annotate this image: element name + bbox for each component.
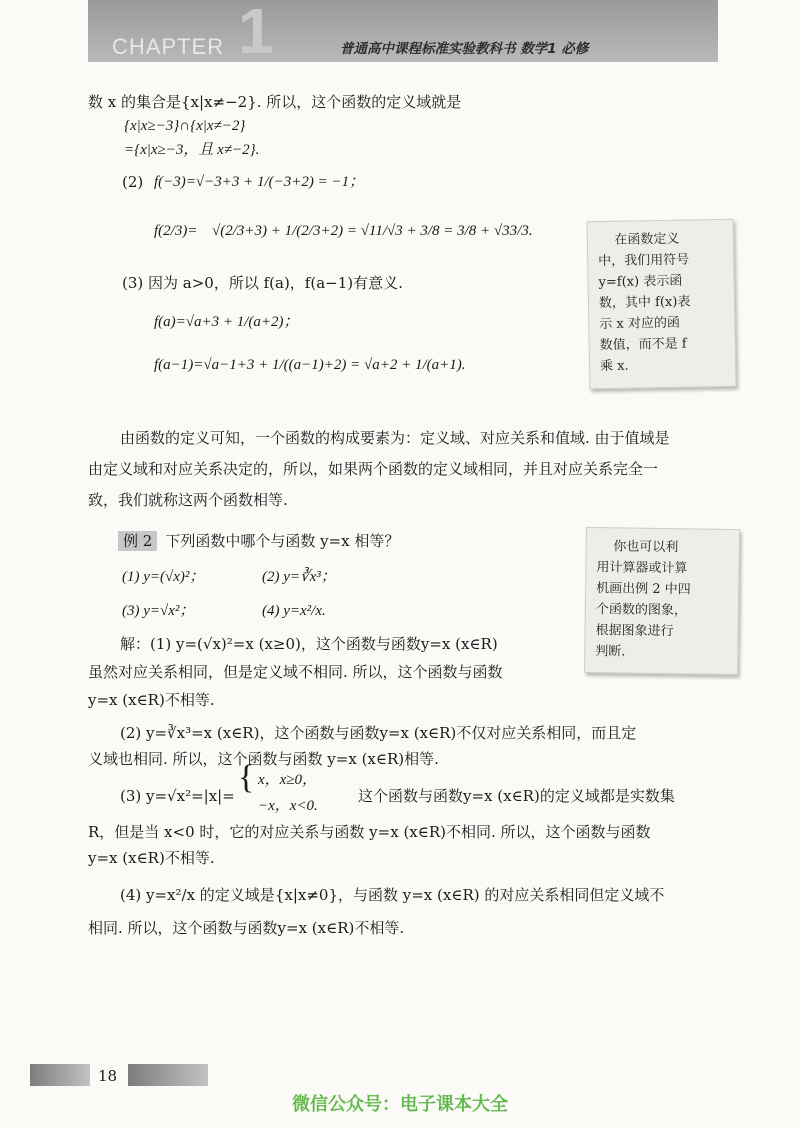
example-question: 下列函数中哪个与函数 y=x 相等？ [165,532,400,550]
series-title: 普通高中课程标准实验教科书 数学1 必修 [340,41,589,57]
text-line: 致，我们就称这两个函数相等. [88,491,288,509]
note-line: 乘 x. [599,358,629,375]
solution-line: y=x (x∈R)不相等. [88,691,215,709]
chapter-label: CHAPTER [112,34,225,59]
note-line: 示 x 对应的函 [599,315,681,333]
text-line: 由定义域和对应关系决定的，所以，如果两个函数的定义域相同，并且对应关系完全一 [88,460,659,478]
note-line: 判断. [595,644,626,660]
solution-line: 相同. 所以，这个函数与函数y=x (x∈R)不相等. [88,919,405,937]
note-line: 中，我们用符号 [598,252,690,270]
part-label: (2) [122,173,144,191]
example-heading [118,531,399,551]
footer-bar-right [128,1064,208,1086]
note-line: 机画出例 2 中四 [596,581,691,598]
note-line: y=f(x) 表示函 [598,273,683,291]
text-line: 数 x 的集合是{x|x≠−2}. 所以，这个函数的定义域就是 [88,93,462,111]
solution-line: 义域也相同. 所以，这个函数与函数 y=x (x∈R)相等. [88,750,439,768]
solution-line: (4) y=x²/x 的定义域是{x|x≠0}，与函数 y=x (x∈R) 的对应关系相同但定义域不 [120,886,665,904]
math-line: {x|x≥−3}∩{x|x≠−2} [124,118,246,134]
note-line: 用计算器或计算 [596,560,688,577]
solution-line: 解：(1) y=(√x)²=x (x≥0)，这个函数与函数y=x (x∈R) [120,635,498,653]
math-line: f(a−1)=√a−1+3 + 1/((a−1)+2) = √a+2 + 1/(a+1). [154,357,466,373]
math-line: f(−3)=√−3+3 + 1/(−3+2) = −1； [154,174,365,190]
math-line: f(a)=√a+3 + 1/(a+2)； [154,314,299,330]
watermark-text: 微信公众号：电子课本大全 [292,1094,508,1115]
side-note [587,219,737,390]
solution-line: (2) y=∛x³=x (x∈R)，这个函数与函数y=x (x∈R)不仅对应关系相同，而且定 [120,724,637,742]
footer-bar-left [30,1064,90,1086]
solution-line: 虽然对应关系相同，但是定义域不相同. 所以，这个函数与函数 [88,663,503,681]
note-line: 个函数的图象， [595,602,687,619]
case-line: x，x≥0， [258,772,318,788]
math-line: f(2/3)= [154,223,198,239]
note-line: 根据图象进行 [595,623,674,640]
example-label: 例 2 [118,531,157,551]
note-line: 数值，而不是 f [599,336,687,354]
case-line: −x，x<0. [258,798,318,814]
solution-line: 这个函数与函数y=x (x∈R)的定义域都是实数集 [358,787,675,805]
page-number: 18 [98,1067,118,1085]
note-line: 数，其中 f(x)表 [598,294,691,312]
text-line: (3) 因为 a>0，所以 f(a)，f(a−1)有意义. [122,274,403,292]
chapter-number: 1 [238,0,274,67]
text-line: 由函数的定义可知，一个函数的构成要素为：定义域、对应关系和值域. 由于值域是 [120,429,670,447]
option: (1) y=(√x)²； [122,569,205,585]
side-note [584,527,740,675]
math-line: √(2/3+3) + 1/(2/3+2) = √11/√3 + 3/8 = 3/8 + √33/3. [212,223,533,239]
option: (3) y=√x²； [122,603,195,619]
math-line: ={x|x≥−3，且 x≠−2}. [124,142,260,158]
note-line: 在函数定义 [597,231,680,249]
solution-line: y=x (x∈R)不相等. [88,849,215,867]
option: (4) y=x²/x. [262,603,326,619]
solution-line: R，但是当 x<0 时，它的对应关系与函数 y=x (x∈R)不相同. 所以，这个函数与函数 [88,823,651,841]
brace-symbol: { [238,759,255,796]
solution-line: (3) y=√x²=|x|= [120,787,235,805]
note-line: 你也可以利 [596,539,679,556]
option: (2) y=∛x³； [262,569,336,585]
